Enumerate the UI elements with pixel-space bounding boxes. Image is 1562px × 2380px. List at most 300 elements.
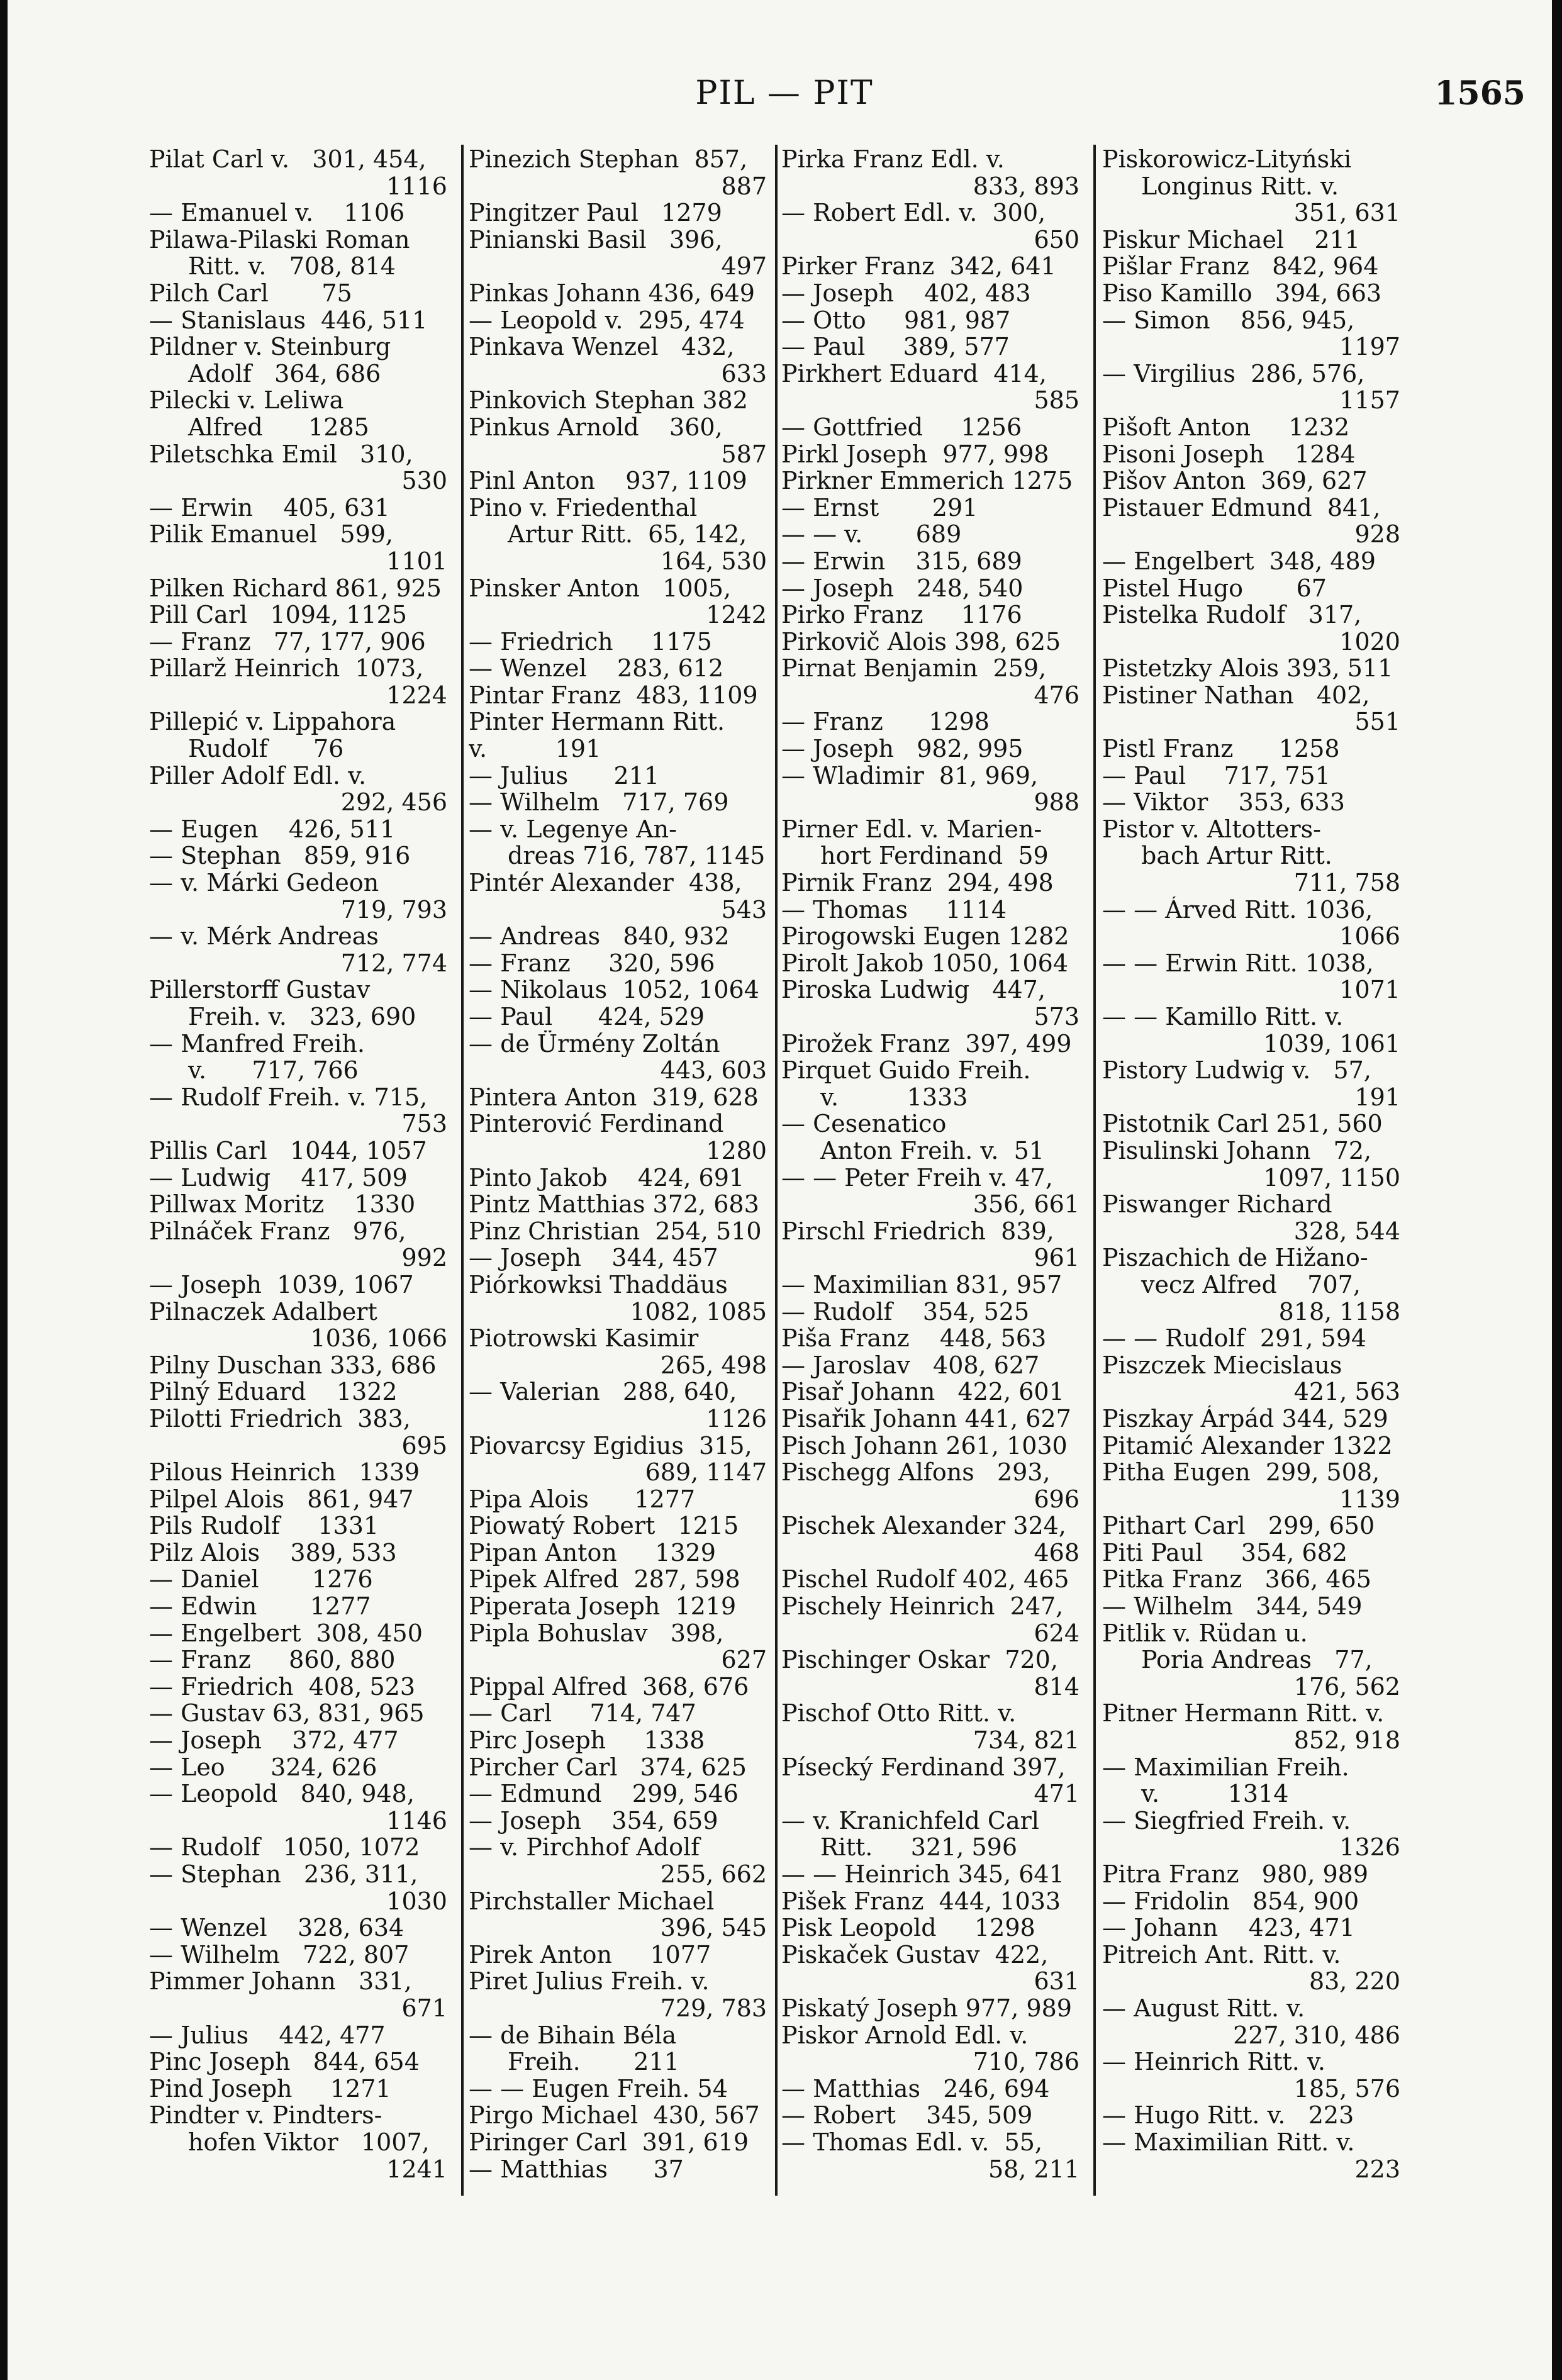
index-line: Pisk Leopold 1298: [781, 1914, 1035, 1941]
index-line: Pirko Franz 1176: [781, 601, 1022, 629]
index-line: Pirolt Jakob 1050, 1064: [781, 949, 1069, 977]
index-line: 1082, 1085: [630, 1298, 767, 1326]
index-line: Pinsker Anton 1005,: [469, 574, 732, 602]
index-line: 671: [401, 1994, 447, 2022]
index-line: Pistetzky Alois 393, 511: [1102, 655, 1393, 682]
index-line: Pingitzer Paul 1279: [469, 199, 722, 226]
index-line: Pippal Alfred 368, 676: [469, 1673, 749, 1701]
index-line: — Daniel 1276: [149, 1566, 373, 1594]
column-3: [781, 146, 1088, 2197]
index-line: Pilnáček Franz 976,: [149, 1217, 406, 1245]
index-line: Pischinger Oskar 720,: [781, 1646, 1058, 1673]
index-line: Pilz Alois 389, 533: [149, 1539, 397, 1567]
index-line: Pistory Ludwig v. 57,: [1102, 1057, 1371, 1084]
index-line: Pinkas Johann 436, 649: [469, 279, 755, 307]
index-line: — — Rudolf 291, 594: [1102, 1325, 1367, 1352]
index-line: Pinc Joseph 844, 654: [149, 2048, 420, 2076]
index-line: — v. Mérk Andreas: [149, 923, 379, 950]
index-line: Pinkovich Stephan 382: [469, 387, 748, 414]
index-line: Piszkay Árpád 344, 529: [1102, 1405, 1388, 1433]
index-line: 587: [721, 440, 767, 468]
index-line: Pinto Jakob 424, 691: [469, 1164, 745, 1192]
index-line: 852, 918: [1293, 1727, 1400, 1754]
index-line: Freih. v. 323, 690: [188, 1003, 416, 1031]
index-line: — Gustav 63, 831, 965: [149, 1700, 425, 1728]
index-line: — Friedrich 1175: [469, 628, 712, 656]
index-line: Pisulinski Johann 72,: [1102, 1137, 1372, 1165]
index-line: 1116: [386, 172, 447, 200]
index-line: — Leopold v. 295, 474: [469, 306, 745, 334]
index-line: 928: [1354, 521, 1400, 548]
index-line: Pilotti Friedrich 383,: [149, 1405, 411, 1433]
index-line: 1224: [386, 681, 447, 709]
index-line: Pirner Edl. v. Marien-: [781, 815, 1042, 843]
index-line: — Virgilius 286, 576,: [1102, 360, 1365, 388]
index-line: — Simon 856, 945,: [1102, 306, 1355, 334]
index-line: — Edwin 1277: [149, 1593, 371, 1620]
index-line: — Wenzel 328, 634: [149, 1914, 404, 1941]
index-line: — Johann 423, 471: [1102, 1914, 1355, 1941]
index-line: — Andreas 840, 932: [469, 923, 730, 950]
index-line: Pircher Carl 374, 625: [469, 1753, 747, 1781]
running-head: PIL — PIT: [695, 74, 874, 112]
index-line: — v. Márki Gedeon: [149, 869, 379, 897]
index-line: 255, 662: [660, 1861, 767, 1888]
index-line: 1097, 1150: [1263, 1164, 1400, 1192]
index-line: Pilch Carl 75: [149, 279, 352, 307]
index-line: 1036, 1066: [310, 1325, 447, 1352]
index-line: — Maximilian Freih.: [1102, 1753, 1349, 1781]
index-line: 833, 893: [973, 172, 1079, 200]
index-line: Pino v. Friedenthal: [469, 494, 698, 522]
index-line: Pildner v. Steinburg: [149, 333, 391, 360]
index-line: Piroska Ludwig 447,: [781, 976, 1046, 1003]
index-line: 176, 562: [1293, 1673, 1400, 1701]
index-line: — Leo 324, 626: [149, 1753, 377, 1781]
index-line: — — Peter Freih v. 47,: [781, 1164, 1053, 1192]
index-line: — Julius 211: [469, 762, 660, 790]
index-line: Adolf 364, 686: [188, 360, 381, 388]
index-line: 83, 220: [1308, 1968, 1400, 1995]
index-line: 1146: [386, 1807, 447, 1835]
index-line: Alfred 1285: [188, 413, 369, 441]
index-line: — Thomas 1114: [781, 896, 1007, 924]
index-line: Pischegg Alfons 293,: [781, 1459, 1051, 1486]
index-line: — Joseph 402, 483: [781, 279, 1031, 307]
index-line: — Friedrich 408, 523: [149, 1673, 416, 1701]
index-line: Piskatý Joseph 977, 989: [781, 1994, 1072, 2022]
index-line: — Wenzel 283, 612: [469, 655, 724, 682]
index-line: — — Erwin Ritt. 1038,: [1102, 949, 1374, 977]
index-line: Pillerstorff Gustav: [149, 976, 371, 1003]
index-line: 753: [401, 1110, 447, 1137]
index-line: — Robert Edl. v. 300,: [781, 199, 1046, 226]
index-line: Pistauer Edmund 841,: [1102, 494, 1381, 522]
index-line: — — Heinrich 345, 641: [781, 1861, 1064, 1888]
index-line: — Stephan 236, 311,: [149, 1861, 418, 1888]
index-line: 58, 211: [988, 2155, 1079, 2183]
index-line: — Cesenatico: [781, 1110, 947, 1137]
index-line: Ritt. v. 708, 814: [188, 253, 396, 280]
index-line: Anton Freih. v. 51: [820, 1137, 1044, 1165]
index-line: Rudolf 76: [188, 735, 344, 763]
index-line: Pilik Emanuel 599,: [149, 521, 393, 548]
index-line: Pinl Anton 937, 1109: [469, 467, 747, 494]
index-line: Pitka Franz 366, 465: [1102, 1566, 1371, 1594]
index-line: Piovarcsy Egidius 315,: [469, 1432, 752, 1460]
index-line: 696: [1034, 1485, 1079, 1513]
index-line: Pirchstaller Michael: [469, 1887, 715, 1915]
index-line: — Robert 345, 509: [781, 2102, 1033, 2129]
index-line: Pišov Anton 369, 627: [1102, 467, 1368, 494]
index-line: Pinianski Basil 396,: [469, 226, 723, 254]
index-line: — Leopold 840, 948,: [149, 1780, 415, 1807]
index-line: 711, 758: [1293, 869, 1400, 897]
index-line: — Joseph 372, 477: [149, 1727, 399, 1754]
index-line: 265, 498: [660, 1351, 767, 1379]
index-line: Piskaček Gustav 422,: [781, 1941, 1049, 1969]
index-line: — Joseph 248, 540: [781, 574, 1024, 602]
index-line: — Heinrich Ritt. v.: [1102, 2048, 1325, 2076]
index-line: Pintér Alexander 438,: [469, 869, 742, 897]
index-line: Pischel Rudolf 402, 465: [781, 1566, 1069, 1594]
index-line: 185, 576: [1293, 2075, 1400, 2103]
index-line: Piret Julius Freih. v.: [469, 1968, 710, 1995]
index-line: Pimmer Johann 331,: [149, 1968, 412, 1995]
page-number: 1565: [1434, 74, 1526, 113]
index-line: Pirožek Franz 397, 499: [781, 1030, 1072, 1058]
index-line: — Franz 77, 177, 906: [149, 628, 426, 656]
index-line: — Stephan 859, 916: [149, 842, 411, 870]
index-line: Pirnik Franz 294, 498: [781, 869, 1054, 897]
column-2: [469, 146, 776, 2197]
index-line: Pinterović Ferdinand: [469, 1110, 724, 1137]
index-line: Piórkowksi Thaddäus: [469, 1271, 728, 1299]
index-line: 1197: [1339, 333, 1400, 360]
index-line: 988: [1034, 789, 1079, 816]
index-line: — Wladimir 81, 969,: [781, 762, 1039, 790]
index-line: — Eugen 426, 511: [149, 815, 396, 843]
index-line: Pirkovič Alois 398, 625: [781, 628, 1061, 656]
index-line: v. 717, 766: [188, 1057, 359, 1084]
index-line: — Stanislaus 446, 511: [149, 306, 428, 334]
index-line: Piskor Arnold Edl. v.: [781, 2021, 1029, 2049]
index-line: — Franz 860, 880: [149, 1646, 396, 1673]
index-line: — de Ürmény Zoltán: [469, 1030, 720, 1058]
index-line: — Erwin 315, 689: [781, 547, 1022, 575]
index-line: — Maximilian Ritt. v.: [1102, 2128, 1355, 2156]
index-line: 1030: [386, 1887, 447, 1915]
index-line: Pillarž Heinrich 1073,: [149, 655, 424, 682]
index-line: 624: [1034, 1619, 1079, 1647]
index-line: 551: [1354, 708, 1400, 736]
index-line: 421, 563: [1293, 1378, 1400, 1405]
index-line: 223: [1354, 2155, 1400, 2183]
index-line: — v. Legenye An-: [469, 815, 677, 843]
index-line: — Manfred Freih.: [149, 1030, 365, 1058]
index-line: Pisař Johann 422, 601: [781, 1378, 1064, 1405]
index-line: Longinus Ritt. v.: [1141, 172, 1339, 200]
index-line: Pirquet Guido Freih.: [781, 1057, 1031, 1084]
index-line: Piskur Michael 211: [1102, 226, 1360, 254]
index-line: Pipek Alfred 287, 598: [469, 1566, 740, 1594]
index-line: Pilecki v. Leliwa: [149, 387, 344, 414]
index-line: Ritt. 321, 596: [820, 1834, 1017, 1861]
index-line: Pils Rudolf 1331: [149, 1512, 379, 1539]
index-line: 1139: [1339, 1485, 1400, 1513]
index-line: 695: [401, 1432, 447, 1460]
index-line: v. 1314: [1141, 1780, 1289, 1807]
index-line: Pilous Heinrich 1339: [149, 1459, 420, 1486]
index-line: Piszczek Miecislaus: [1102, 1351, 1342, 1379]
index-line: — Wilhelm 722, 807: [149, 1941, 410, 1969]
page: [8, 0, 1552, 2380]
index-line: Pilny Duschan 333, 686: [149, 1351, 437, 1379]
index-line: — de Bihain Béla: [469, 2021, 677, 2049]
index-line: Piša Franz 448, 563: [781, 1325, 1047, 1352]
index-line: 497: [721, 253, 767, 280]
index-line: — Thomas Edl. v. 55,: [781, 2128, 1043, 2156]
column-rule: [461, 145, 464, 2196]
index-line: Pind Joseph 1271: [149, 2075, 391, 2103]
index-line: 627: [721, 1646, 767, 1673]
index-line: — Wilhelm 717, 769: [469, 789, 729, 816]
index-line: 961: [1034, 1244, 1079, 1271]
index-line: — Paul 389, 577: [781, 333, 1010, 360]
index-line: Pilken Richard 861, 925: [149, 574, 442, 602]
index-line: 530: [401, 467, 447, 494]
index-line: Pitamić Alexander 1322: [1102, 1432, 1393, 1460]
index-line: Pillis Carl 1044, 1057: [149, 1137, 427, 1165]
index-line: 1039, 1061: [1263, 1030, 1400, 1058]
index-line: Piletschka Emil 310,: [149, 440, 413, 468]
index-line: — Rudolf Freih. v. 715,: [149, 1083, 428, 1111]
index-line: Pilný Eduard 1322: [149, 1378, 398, 1405]
index-line: Pillepić v. Lippahora: [149, 708, 396, 736]
index-line: Pipan Anton 1329: [469, 1539, 716, 1567]
index-line: vecz Alfred 707,: [1141, 1271, 1361, 1299]
index-line: Pithart Carl 299, 650: [1102, 1512, 1375, 1539]
index-line: Pirnat Benjamin 259,: [781, 655, 1047, 682]
index-line: dreas 716, 787, 1145: [508, 842, 766, 870]
index-line: Pitner Hermann Ritt. v.: [1102, 1700, 1385, 1728]
index-line: — Engelbert 348, 489: [1102, 547, 1376, 575]
index-line: — Otto 981, 987: [781, 306, 1011, 334]
index-line: Pilnaczek Adalbert: [149, 1298, 377, 1326]
index-line: Pistl Franz 1258: [1102, 735, 1340, 763]
index-line: 1101: [386, 547, 447, 575]
index-line: Piringer Carl 391, 619: [469, 2128, 749, 2156]
index-line: — Paul 717, 751: [1102, 762, 1330, 790]
index-line: Pintar Franz 483, 1109: [469, 681, 758, 709]
index-line: — Fridolin 854, 900: [1102, 1887, 1359, 1915]
index-line: 710, 786: [973, 2048, 1079, 2076]
index-line: 818, 1158: [1278, 1298, 1400, 1326]
index-line: Pinter Hermann Ritt.: [469, 708, 725, 736]
index-line: 356, 661: [973, 1191, 1079, 1218]
index-line: 1071: [1339, 976, 1400, 1003]
index-line: 729, 783: [660, 1994, 767, 2022]
index-line: 292, 456: [340, 789, 447, 816]
index-line: Pirc Joseph 1338: [469, 1727, 705, 1754]
index-line: 396, 545: [660, 1914, 767, 1941]
index-line: Pischely Heinrich 247,: [781, 1593, 1064, 1620]
index-line: Piskorowicz-Lityński: [1102, 146, 1352, 173]
index-line: Pitra Franz 980, 989: [1102, 1861, 1369, 1888]
index-line: — Joseph 1039, 1067: [149, 1271, 414, 1299]
index-line: — Matthias 37: [469, 2155, 684, 2183]
index-line: Pischof Otto Ritt. v.: [781, 1700, 1017, 1728]
index-line: Piller Adolf Edl. v.: [149, 762, 367, 790]
index-line: 476: [1034, 681, 1079, 709]
page-header: [8, 74, 1552, 131]
index-line: Pitreich Ant. Ritt. v.: [1102, 1941, 1341, 1969]
index-line: 471: [1034, 1780, 1079, 1807]
index-line: Pilpel Alois 861, 947: [149, 1485, 414, 1513]
index-line: Pisoni Joseph 1284: [1102, 440, 1356, 468]
index-line: — Emanuel v. 1106: [149, 199, 405, 226]
index-line: Pistel Hugo 67: [1102, 574, 1327, 602]
index-line: — Franz 1298: [781, 708, 990, 736]
index-line: bach Artur Ritt.: [1141, 842, 1332, 870]
index-line: — Ernst 291: [781, 494, 978, 522]
index-line: — Gottfried 1256: [781, 413, 1022, 441]
index-line: — Joseph 982, 995: [781, 735, 1024, 763]
index-line: — August Ritt. v.: [1102, 1994, 1305, 2022]
index-line: Pistiner Nathan 402,: [1102, 681, 1370, 709]
index-line: Pinz Christian 254, 510: [469, 1217, 762, 1245]
index-line: 650: [1034, 226, 1079, 254]
index-line: Pirker Franz 342, 641: [781, 253, 1056, 280]
index-line: — Matthias 246, 694: [781, 2075, 1050, 2103]
index-line: Piotrowski Kasimir: [469, 1325, 699, 1352]
index-line: Pirkhert Eduard 414,: [781, 360, 1047, 388]
index-line: — — Kamillo Ritt. v.: [1102, 1003, 1344, 1031]
column-1: [149, 146, 456, 2197]
index-line: — v. Pirchhof Adolf: [469, 1834, 700, 1861]
index-line: Pipa Alois 1277: [469, 1485, 696, 1513]
index-line: — — v. 689: [781, 521, 962, 548]
index-line: 443, 603: [660, 1057, 767, 1084]
index-line: 712, 774: [340, 949, 447, 977]
index-line: Pirkl Joseph 977, 998: [781, 440, 1049, 468]
index-line: — Valerian 288, 640,: [469, 1378, 737, 1405]
index-line: Pirka Franz Edl. v.: [781, 146, 1005, 173]
index-line: — Erwin 405, 631: [149, 494, 390, 522]
index-line: — v. Kranichfeld Carl: [781, 1807, 1039, 1835]
index-line: — Jaroslav 408, 627: [781, 1351, 1040, 1379]
index-line: Pitha Eugen 299, 508,: [1102, 1459, 1380, 1486]
index-line: Pirek Anton 1077: [469, 1941, 711, 1969]
index-line: — Maximilian 831, 957: [781, 1271, 1063, 1299]
index-line: Písecký Ferdinand 397,: [781, 1753, 1066, 1781]
index-line: 734, 821: [973, 1727, 1079, 1754]
index-line: 887: [721, 172, 767, 200]
index-line: 1241: [386, 2155, 447, 2183]
index-line: v. 191: [469, 735, 601, 763]
index-line: 191: [1354, 1083, 1400, 1111]
index-line: 992: [401, 1244, 447, 1271]
index-line: Pišoft Anton 1232: [1102, 413, 1350, 441]
index-line: Piso Kamillo 394, 663: [1102, 279, 1382, 307]
index-line: — Joseph 344, 457: [469, 1244, 718, 1271]
index-line: Freih. 211: [508, 2048, 679, 2076]
index-line: Pilat Carl v. 301, 454,: [149, 146, 427, 173]
column-rule: [1093, 145, 1096, 2196]
index-line: 631: [1034, 1968, 1079, 1995]
index-line: — Julius 442, 477: [149, 2021, 386, 2049]
index-line: Pitlik v. Rüdan u.: [1102, 1619, 1308, 1647]
index-line: Poria Andreas 77,: [1141, 1646, 1373, 1673]
index-line: — Franz 320, 596: [469, 949, 715, 977]
index-line: 1066: [1339, 923, 1400, 950]
index-line: Pipla Bohuslav 398,: [469, 1619, 724, 1647]
index-line: 351, 631: [1293, 199, 1400, 226]
index-line: — Carl 714, 747: [469, 1700, 696, 1728]
index-line: Pistor v. Altotters-: [1102, 815, 1322, 843]
index-line: Pinkus Arnold 360,: [469, 413, 723, 441]
index-line: Piszachich de Hižano-: [1102, 1244, 1368, 1271]
index-line: 227, 310, 486: [1233, 2021, 1400, 2049]
index-line: Piperata Joseph 1219: [469, 1593, 737, 1620]
index-line: v. 1333: [820, 1083, 968, 1111]
index-line: 633: [721, 360, 767, 388]
index-line: — Engelbert 308, 450: [149, 1619, 423, 1647]
index-line: hort Ferdinand 59: [820, 842, 1049, 870]
index-line: — — Árved Ritt. 1036,: [1102, 896, 1373, 924]
index-line: 689, 1147: [645, 1459, 767, 1486]
column-4: [1102, 146, 1409, 2197]
index-line: Pischek Alexander 324,: [781, 1512, 1066, 1539]
index-line: Pirgo Michael 430, 567: [469, 2102, 760, 2129]
index-line: Pinezich Stephan 857,: [469, 146, 748, 173]
index-line: — Hugo Ritt. v. 223: [1102, 2102, 1354, 2129]
index-line: Pistelka Rudolf 317,: [1102, 601, 1362, 629]
index-line: — Ludwig 417, 509: [149, 1164, 408, 1192]
index-line: 814: [1034, 1673, 1079, 1701]
index-line: 573: [1034, 1003, 1079, 1031]
index-line: Pillwax Moritz 1330: [149, 1191, 416, 1218]
index-line: Pišlar Franz 842, 964: [1102, 253, 1379, 280]
index-line: Pisařik Johann 441, 627: [781, 1405, 1071, 1433]
index-line: 543: [721, 896, 767, 924]
index-line: Pirkner Emmerich 1275: [781, 467, 1073, 494]
index-line: 585: [1034, 387, 1079, 414]
index-line: — Rudolf 1050, 1072: [149, 1834, 420, 1861]
index-line: Piti Paul 354, 682: [1102, 1539, 1347, 1567]
index-line: Piowatý Robert 1215: [469, 1512, 739, 1539]
index-line: 164, 530: [660, 547, 767, 575]
index-line: 1126: [706, 1405, 767, 1433]
index-line: Pilawa-Pilaski Roman: [149, 226, 410, 254]
index-line: 1157: [1339, 387, 1400, 414]
index-line: 1020: [1339, 628, 1400, 656]
index-line: Pintz Matthias 372, 683: [469, 1191, 759, 1218]
index-line: — Viktor 353, 633: [1102, 789, 1345, 816]
index-line: Pindter v. Pindters-: [149, 2102, 382, 2129]
index-line: — Siegfried Freih. v.: [1102, 1807, 1351, 1835]
index-line: Pirogowski Eugen 1282: [781, 923, 1069, 950]
index-line: Pišek Franz 444, 1033: [781, 1887, 1061, 1915]
index-line: Piswanger Richard: [1102, 1191, 1332, 1218]
index-line: Artur Ritt. 65, 142,: [508, 521, 747, 548]
index-line: hofen Viktor 1007,: [188, 2128, 430, 2156]
index-line: — Nikolaus 1052, 1064: [469, 976, 759, 1003]
index-line: — Wilhelm 344, 549: [1102, 1593, 1363, 1620]
index-line: Pirschl Friedrich 839,: [781, 1217, 1054, 1245]
index-line: — Joseph 354, 659: [469, 1807, 718, 1835]
index-line: Pisch Johann 261, 1030: [781, 1432, 1068, 1460]
